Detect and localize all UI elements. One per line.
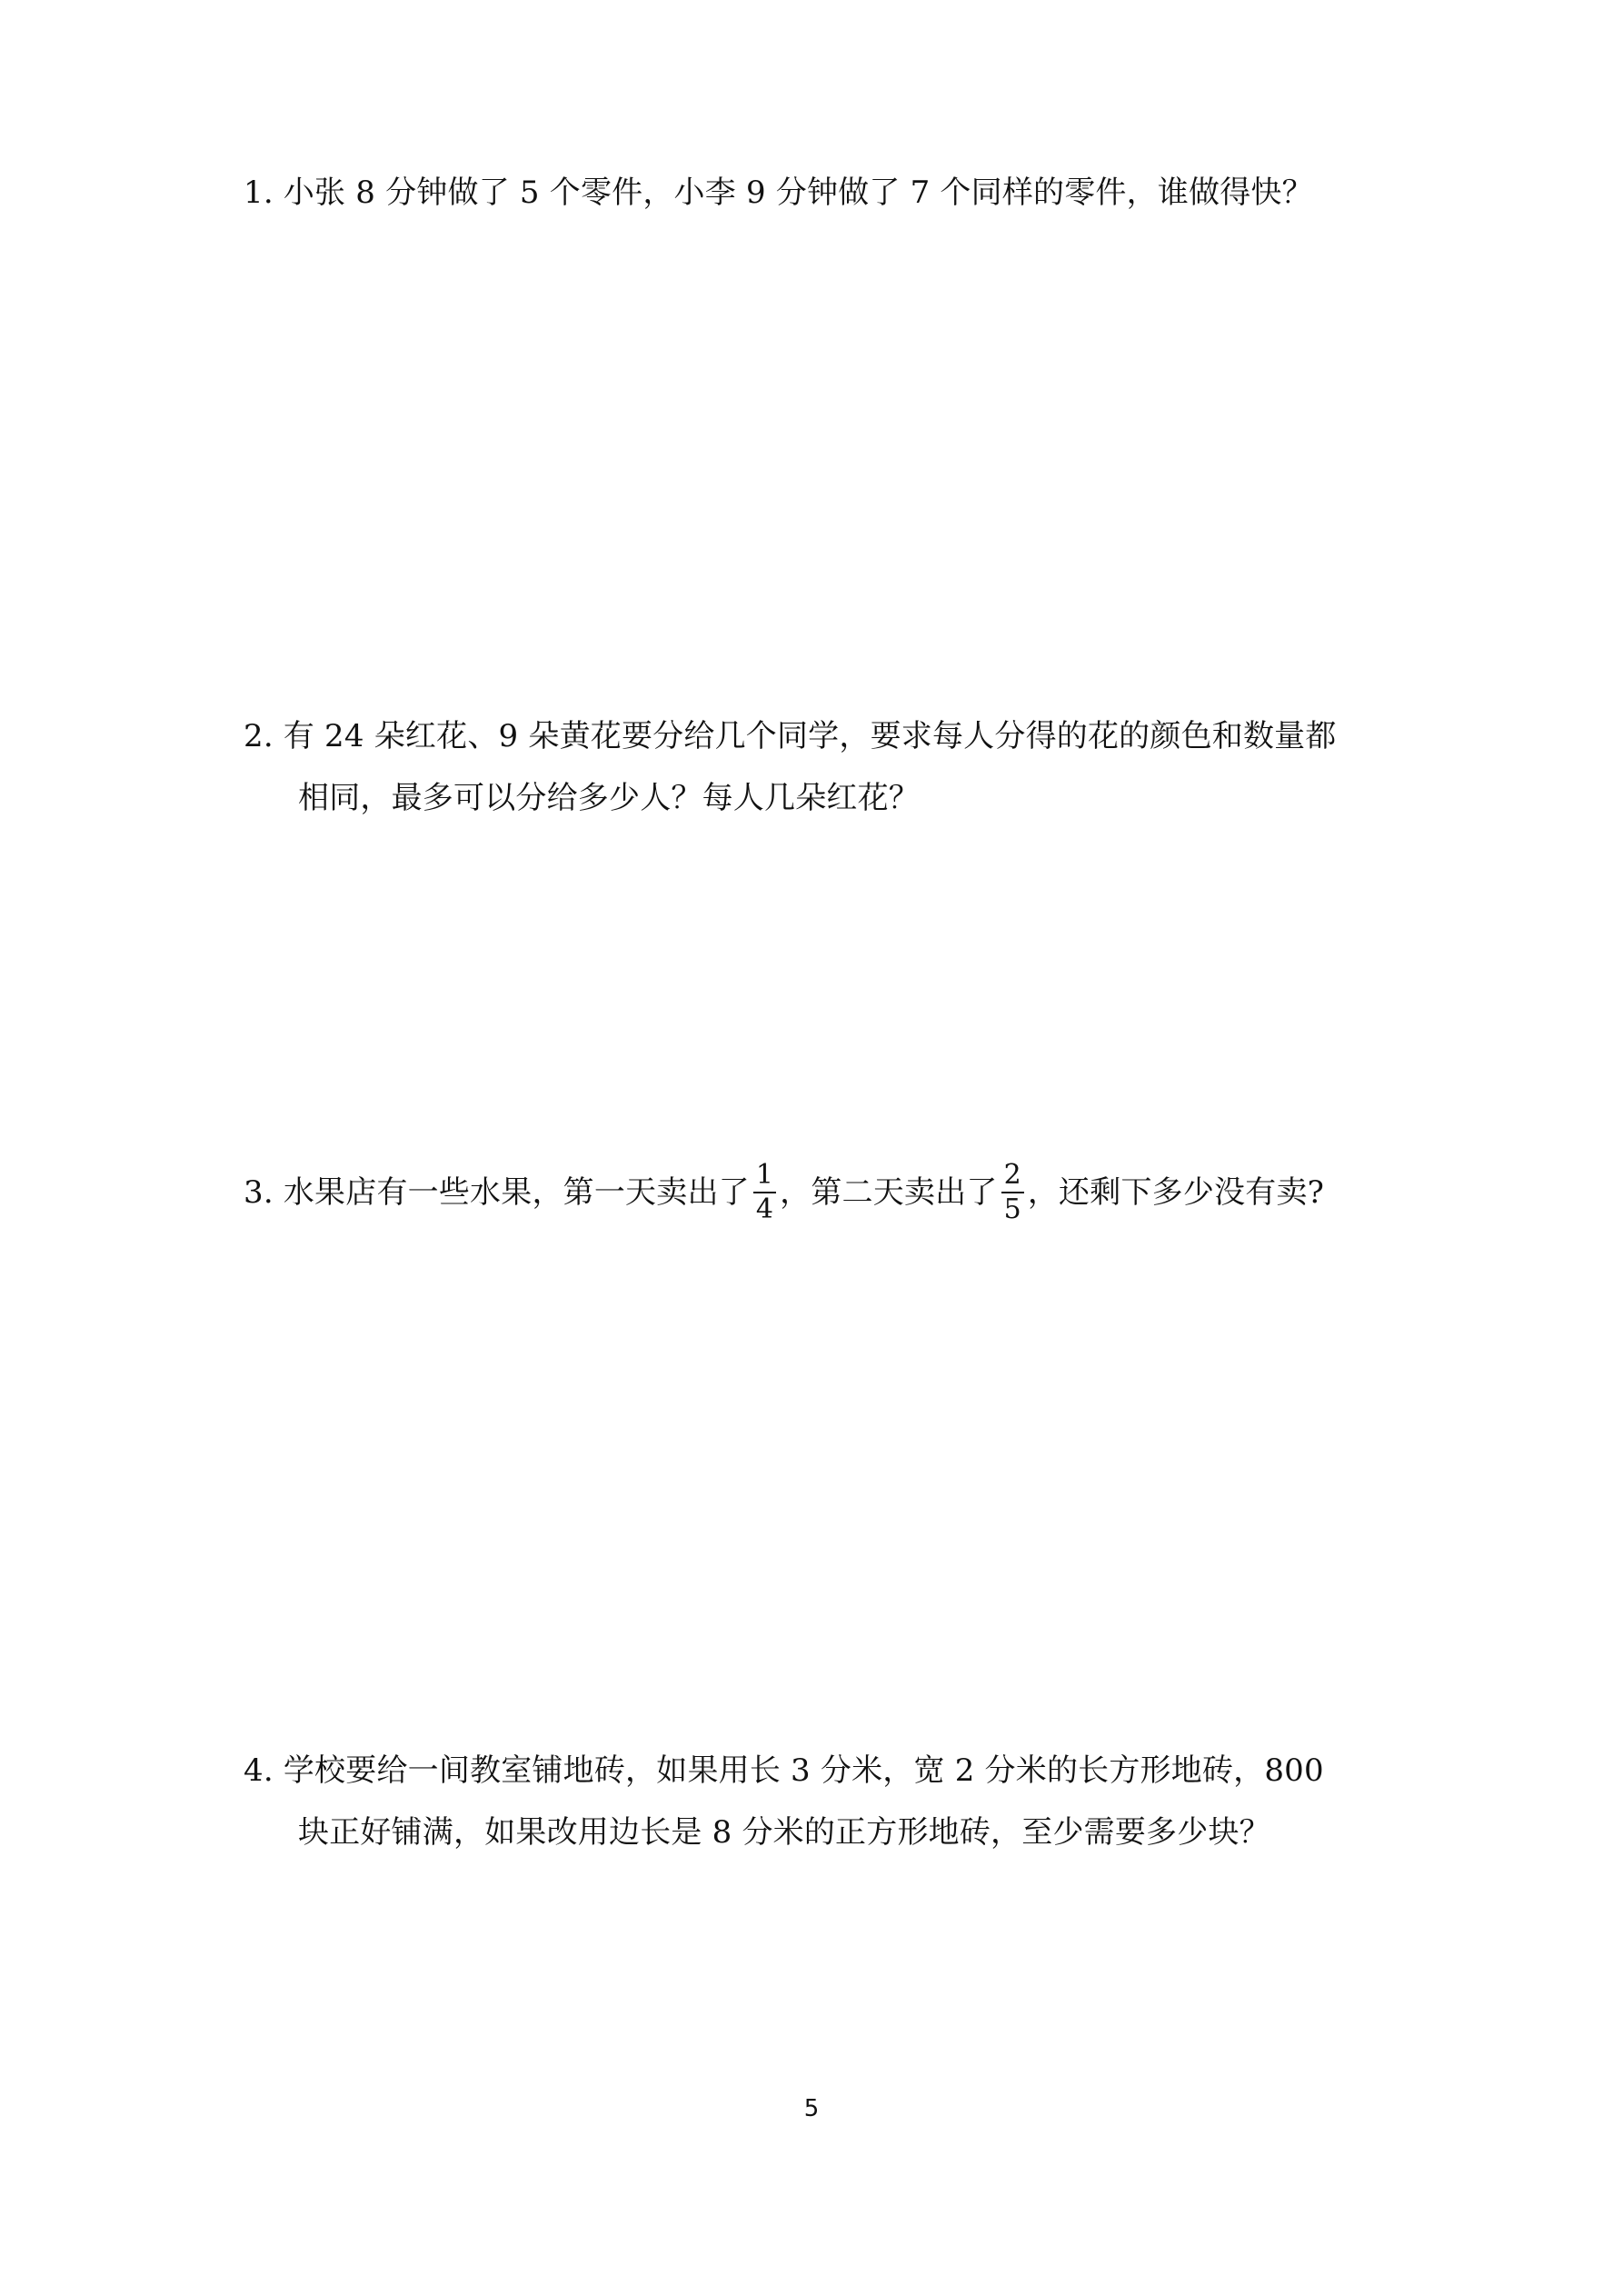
question-2 [244,705,1416,829]
question-3-text-end: ，还剩下多少没有卖? [1027,1174,1325,1211]
question-3-text-start: 3. 水果店有一些水果，第一天卖出了 [244,1174,750,1211]
question-4-line-2: 块正好铺满，如果改用边长是 8 分米的正方形地砖，至少需要多少块？ [298,1814,1270,1851]
question-1-text: 1. 小张 8 分钟做了 5 个零件，小李 9 分钟做了 7 个同样的零件，谁做得快？ [244,175,1313,211]
question-3 [244,1159,1416,1225]
question-2-line-2: 相同，最多可以分给多少人？每人几朵红花？ [298,780,920,816]
fraction-two-fifths [1001,1159,1024,1225]
question-3-text-middle: ，第二天卖出了 [780,1174,998,1211]
question-4-line-1: 4. 学校要给一间教室铺地砖，如果用长 3 分米，宽 2 分米的长方形地砖，800 [244,1752,1324,1789]
question-2-line-1: 2. 有 24 朵红花、9 朵黄花要分给几个同学，要求每人分得的花的颜色和数量都 [244,718,1337,754]
fraction-numerator: 1 [755,1159,774,1191]
page-number: 5 [803,2095,820,2122]
fraction-one-quarter [753,1159,776,1225]
question-1 [244,162,1416,224]
fraction-denominator: 4 [755,1193,774,1225]
fraction-numerator: 2 [1003,1159,1021,1191]
fraction-denominator: 5 [1003,1193,1021,1225]
question-4 [244,1740,1416,1863]
